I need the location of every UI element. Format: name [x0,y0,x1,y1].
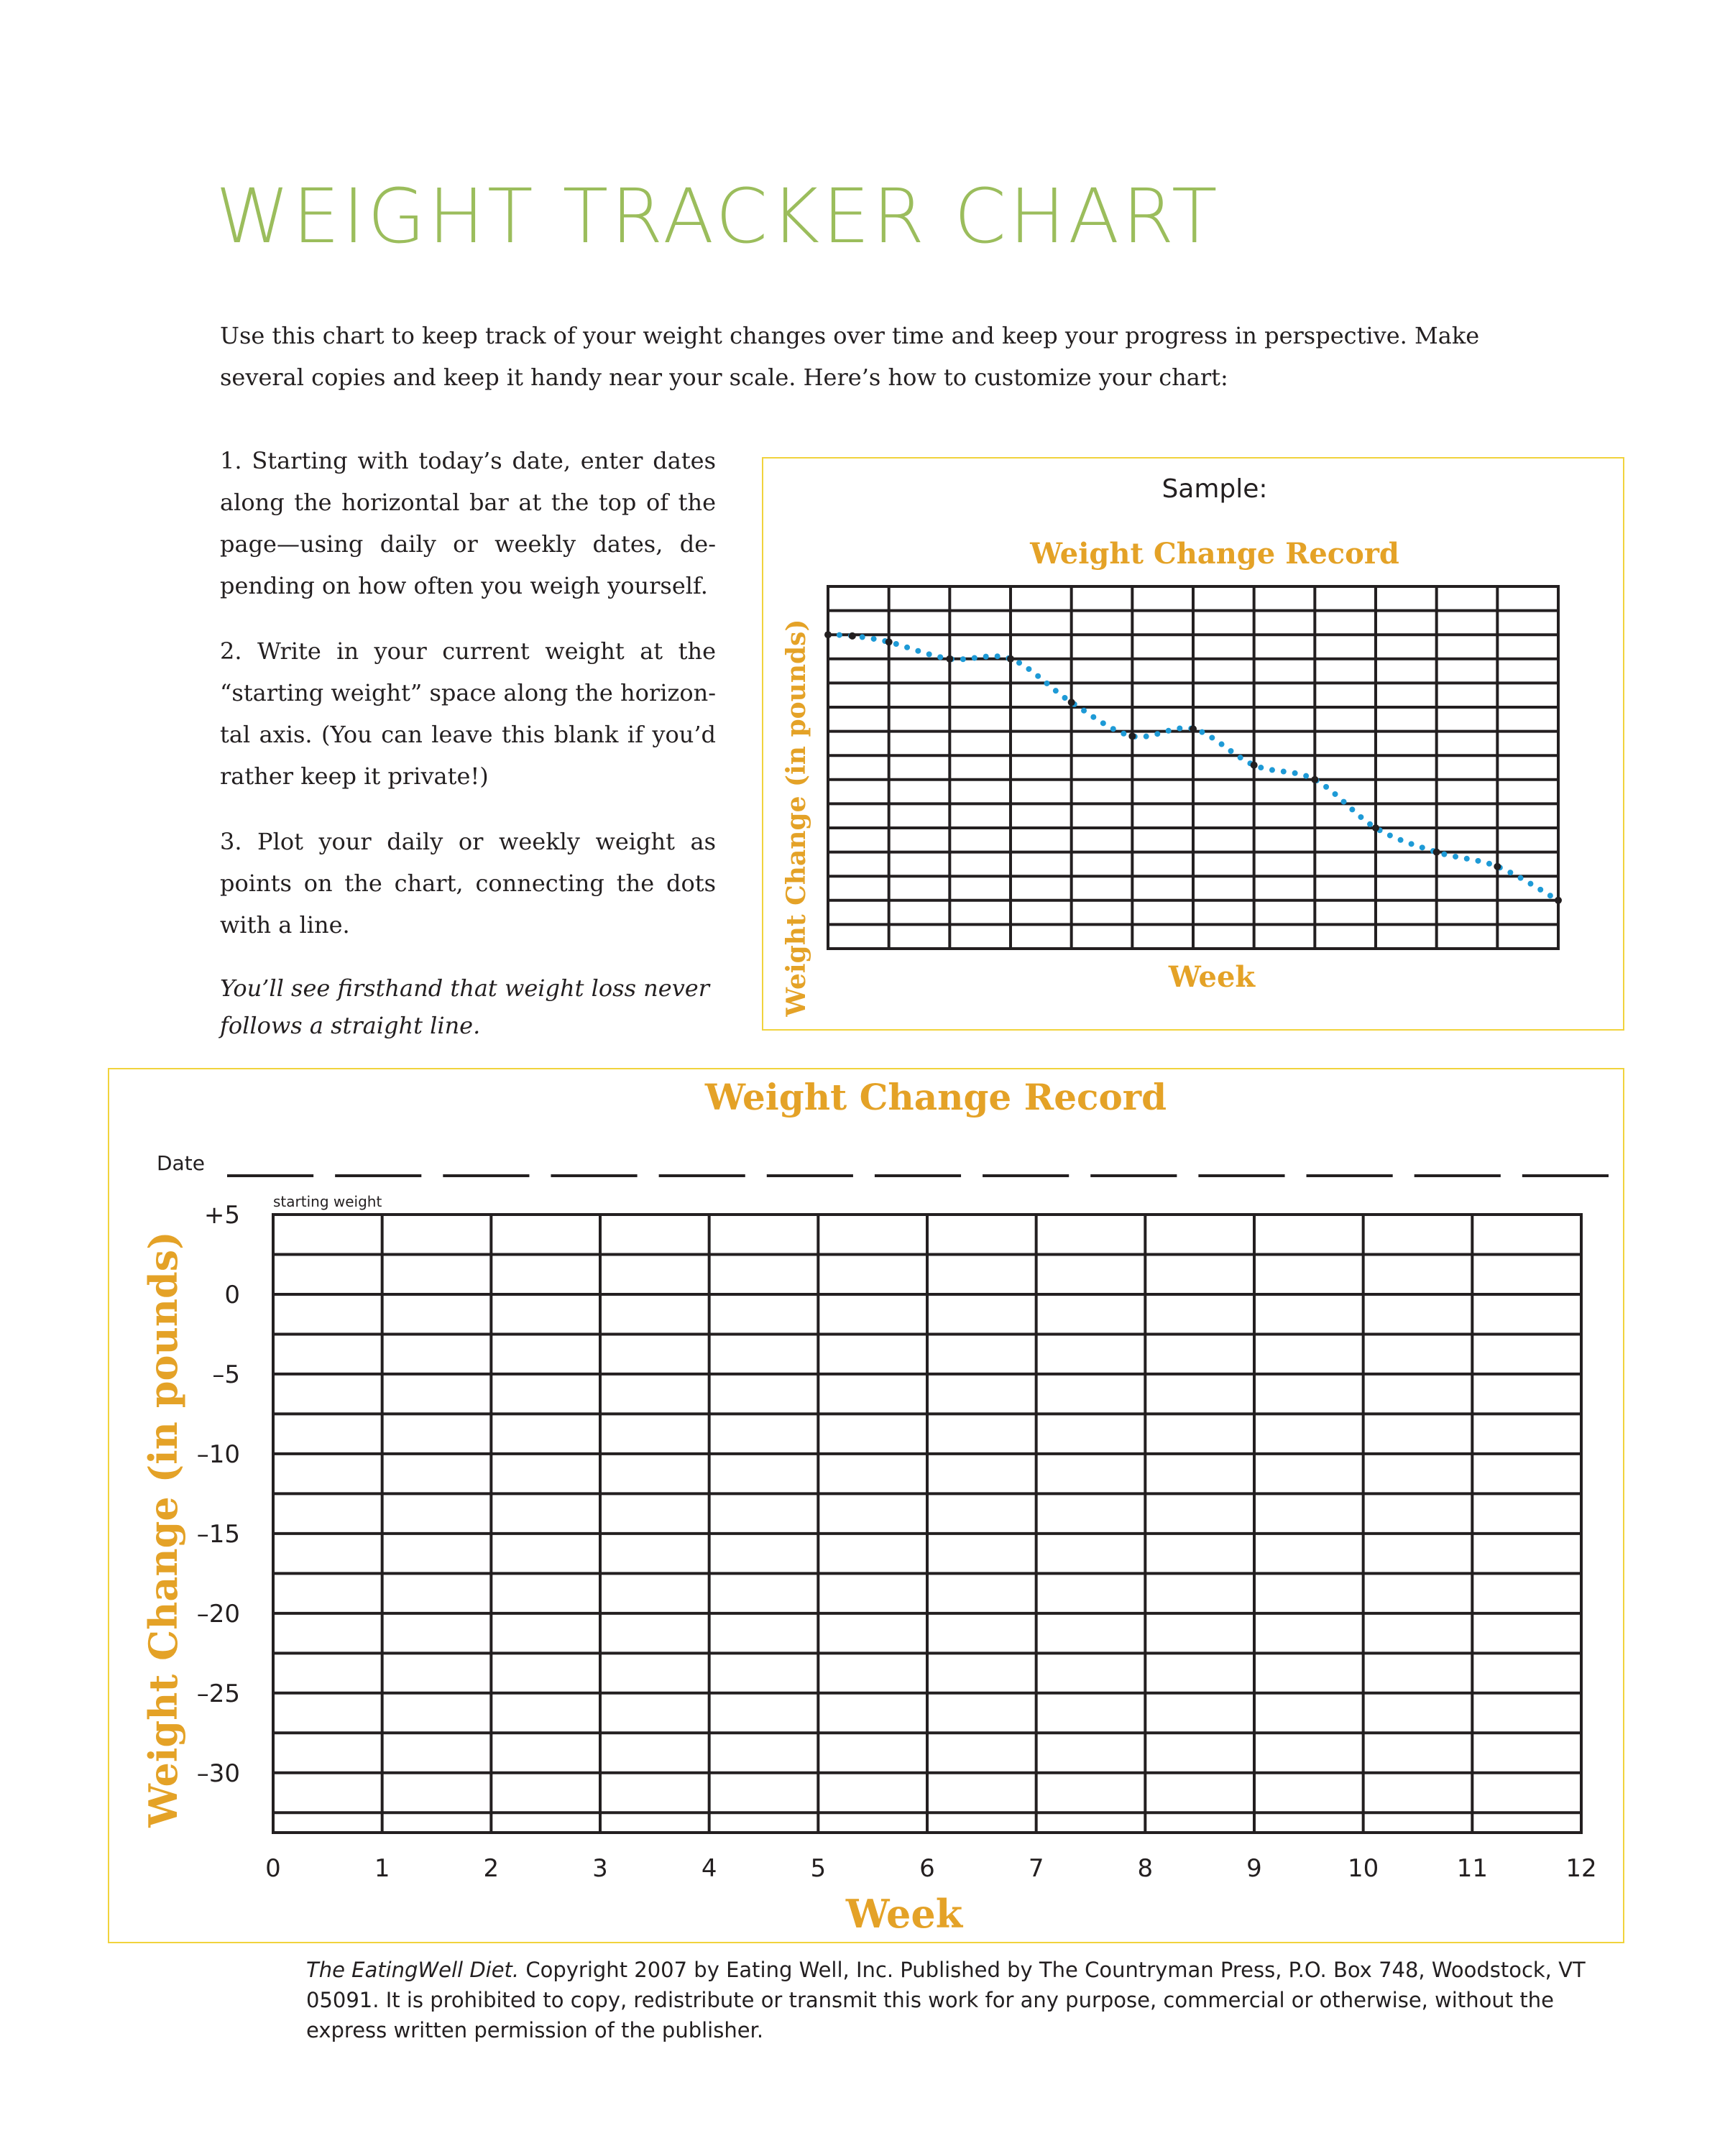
date-label: Date [157,1151,205,1175]
main-grid [273,1215,1581,1833]
main-chart-box [108,1068,1624,1943]
y-tick-labels [197,1201,240,1788]
sample-point [1555,897,1562,904]
x-tick-label: 10 [1348,1854,1379,1883]
main-x-axis-label: Week [845,1891,963,1937]
sample-chart [763,459,1623,1029]
instructions [220,440,716,1068]
x-tick-label: 8 [1137,1854,1154,1883]
step-3: 3. Plot your daily or weekly weight as points on the chart, connecting the dots with a line. [220,828,716,939]
main-y-axis-label: Weight Change (in pounds) [140,1231,186,1828]
starting-weight-label: starting weight [273,1193,382,1210]
x-tick-label: 12 [1565,1854,1597,1883]
x-tick-label: 6 [919,1854,935,1883]
x-tick-label: 7 [1028,1854,1044,1883]
sample-y-axis-label: Weight Change (in pounds) [781,619,811,1017]
step-2: 2. Write in your current weight at the “starting weight” space along the horizon-tal axis. (You can leave this blank if you’d rather keep it private!) [220,637,716,790]
x-tick-label: 0 [265,1854,281,1883]
y-tick-label: –20 [196,1599,240,1628]
y-tick-label: –10 [196,1439,240,1469]
sample-caption: Sample: [1162,474,1268,504]
sample-point [824,631,832,638]
step-1: 1. Starting with today’s date, enter dates along the horizontal bar at the top of the page—using daily or weekly dates, de-pending on how often you weigh yourself. [220,447,716,599]
x-tick-label: 5 [810,1854,827,1883]
sample-point [1128,732,1136,740]
note: You’ll see firsthand that weight loss never follows a straight line. [220,975,710,1039]
sample-x-axis-label: Week [1168,960,1256,994]
x-tick-label: 3 [592,1854,608,1883]
sample-point [1007,655,1014,663]
sample-point [1433,849,1440,856]
y-tick-label: +5 [203,1201,240,1230]
main-chart-title: Weight Change Record [704,1076,1167,1118]
sample-point [1251,762,1258,769]
book-title: The EatingWell Diet. [306,1958,520,1982]
intro-paragraph: Use this chart to keep track of your weight changes over time and keep your progress in perspective. Make several copies and keep it handy near your scale. Here’s how to customize your chart: [220,322,1480,391]
sample-point [1190,725,1197,732]
x-tick-labels [265,1854,1596,1883]
sample-point [849,632,856,640]
copyright-text: Copyright 2007 by Eating Well, Inc. Published by The Countryman Press, P.O. Box 748, Woodstock, VT 05091. It is prohibited to copy, redistribute or transmit this work for any purpose, commercial or otherwise, without the express written permission of the publisher. [306,1958,1586,2042]
sample-point [946,655,953,663]
sample-point [1494,863,1501,870]
y-tick-label: 0 [224,1280,240,1309]
y-tick-label: –25 [196,1679,240,1708]
y-tick-label: –15 [196,1519,240,1549]
x-tick-label: 11 [1456,1854,1488,1883]
sample-point [1068,699,1075,706]
sample-point [886,638,893,645]
y-tick-label: –5 [212,1360,240,1389]
x-tick-label: 4 [701,1854,717,1883]
sample-point [1311,776,1318,783]
sample-point [1372,824,1379,831]
sample-grid [828,586,1558,949]
copyright-footer [306,1955,1600,2045]
x-tick-label: 2 [483,1854,500,1883]
x-tick-label: 9 [1246,1854,1262,1883]
sample-chart-title: Weight Change Record [1030,537,1399,571]
sample-chart-box [762,457,1624,1031]
x-tick-label: 1 [374,1854,390,1883]
page-title: WEIGHT TRACKER CHART [216,172,1220,260]
main-chart [109,1069,1623,1942]
y-tick-label: –30 [196,1759,240,1788]
